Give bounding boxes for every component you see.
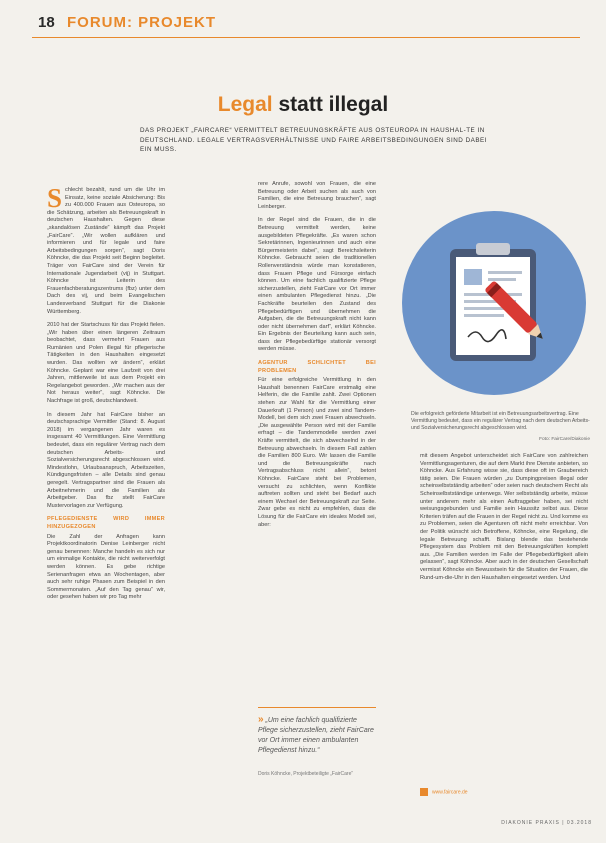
page-footer: DIAKONIE PRAXIS | 03.2018 [501,820,592,826]
article-intro: DAS PROJEKT „FAIRCARE“ VERMITTELT BETREUUNGSKRÄFTE AUS OSTEUROPA IN HAUSHAL-TE IN DEUTSCHLAND. LEGALE VERTRAGSVERHÄLTNISSE UND FAIRE ARBEITSBEDINGUNGEN SIND DABEI EIN MUSS. [140,127,487,153]
web-link[interactable] [420,788,468,798]
section-title: FORUM: PROJEKT [67,14,216,31]
paragraph: 2010 hat der Startschuss für das Projekt fielen. „Wir haben über einen längeren Zeitraum beobachtet, dass vermehrt Frauen aus Rumänien und Polen illegal für pflegerische Tätigkeiten in den Haushalten eingesetzt wurden. Das wollten wir ändern“, erklärt Köhncke. Geplant war eine Laufzeit von drei Jahren, mittlerweile ist aus dem Projekt ein Regelangebot geworden. „Wir machen aus der Not heraus weiter“, sagt Köhncke. Die Nachfrage ist groß, deutschlandweit. [47,322,165,405]
paragraph: In der Regel sind die Frauen, die in die Betreuung vermittelt werden, keine ausgebildeten Pflegekräfte. „Es waren schon Sekretärinnen, Ingenieurinnen und auch eine Bürgermeisterin dabei“, sagt Bereichsleiterin Köhncke. Gebraucht seien die traditionellen Rollenverständnis würde man konstatieren, dass Frauen Pflege und Fürsorge einfach können. Um eine fachlich qualifizierte Pflege sicherzustellen, zieht FairCare vor Ort immer einen ambulanten Pflegedienst hinzu. „Die Fachkräfte beurteilen den Zustand des Pflegebedürftigen und übernehmen die Aufgaben, die die Betreuungskraft nicht kann oder nicht übernehmen darf“, erklärt Köhncke. Ein Ergebnis der Beurteilung kann auch sein, dass der Pflegebedürftige stationär versorgt werden müsse. [258,217,376,353]
image-caption: Die erfolgreich geförderte Mitarbeit ist ein Betreuungsarbeitsvertrag. Eine Vermittlung bedeutet, dass ein regulärer Vertrag nach dem deutschen Arbeits- und Sozialversicherungsrecht abgeschlossen wird. [411,411,590,432]
clipboard-photo-icon [464,269,482,285]
pull-quote [258,715,376,756]
paragraph-text: chlecht bezahlt, rund um die Uhr im Einsatz, keine soziale Absicherung: Bis zu 400.000 Frauen aus Osteuropa, so die Schätzung, arbeiten als Betreuungskraft in deutschen Haushalten. Gegen diese „skandalösen Zustände“ kämpft das Projekt „FairCare“. „Wir wollen aufklären und informieren und für legale und faire Arbeitsbedingungen sorgen“, sagt Doris Köhncke, die das Projekt seit Beginn begleitet. Träger von FairCare sind der Verein für Internationale Jugendarbeit (vij) in Stuttgart. Köhncke ist Leiterin des Frauenfachberatungszentrums (fbz) unter dem Dach des vij, und beim Evangelischen Landesverband Stuttgart für die Diakonie Württemberg. [47,187,165,315]
link-icon [420,788,428,796]
subheading: PFLEGEDIENSTE WIRD IMMER HINZUGEZOGEN [47,516,165,530]
column-1 [47,183,165,608]
paragraph [47,183,165,316]
page-header [0,0,606,44]
subheading: AGENTUR SCHLICHTET BEI PROBLEMEN [258,360,376,374]
article-title [0,93,606,117]
header-divider [32,37,580,38]
quote-text: „Um eine fachlich qualifizierte Pflege sicherzustellen, zieht FairCare vor Ort immer einen ambulanten Pflegedienst hinzu.“ [258,717,374,754]
paragraph: Für eine erfolgreiche Vermittlung in den Haushalt benennen FairCare erstmalig eine Helferin, die die Familie zahlt. Zwei Optionen stehen zur Wahl für die Vermittlung einer Dauerkraft (1 Person) und zwei sind Tandem-Modell, bei dem sich zwei Frauen abwechseln. „Die ausgewählte Person wird mit der Familie erfragt – die Tandemmodelle werden zwei Kräfte vermittelt, die sich abwechselnd in der Betreuung abwechseln. In diesem Fall zahlen die Familien 800 Euro. Wir lassen die Familie und die Betreuungskräfte nach Vertragsabschluss nicht allein“, betont Köhncke. FairCare steht bei Problemen, versucht zu schlichten, wenn Konflikte auftreten sollten und steht bei Bedarf auch einem Wechsel der Betreuungskraft zur Seite. Zwar gebe es nicht zu empfehlen, dass die Lösung für die FairCare ein ideales Modell sei, aber: [258,377,376,528]
clipboard-pen-illustration [398,207,590,399]
title-main: statt illegal [278,93,389,116]
title-accent: Legal [217,93,273,116]
paragraph: rere Anrufe, sowohl von Frauen, die eine Betreuung oder Arbeit suchen als auch von Familien, die eine Betreuung brauchen“, sagt Leinberger. [258,181,376,210]
text-line [464,314,504,317]
photo-credit: Foto: FairCare/Diakonie [539,437,590,442]
column-2 [258,181,376,535]
text-line [488,278,516,281]
drop-cap: S [47,183,63,213]
quote-source: Doris Köhncke, Projektbeteiligte „FairCare“ [258,771,354,777]
column-3 [420,453,588,588]
paragraph: Die Zahl der Anfragen kann Projektkoordinatorin Denise Leinberger nicht genau benennen: Manche handeln es sich nur um einmalige Kontakte, die nicht weiterverfolgt werden können. Es gebe richtige Serienanfragen etwa an Wochentagen, aber auch sehr ruhige Phasen zum Beispiel in den Sommermonaten. „Auf den Tag genau“ wir, oder gesehen haben wir pro Tag mehr [47,533,165,601]
quote-divider [258,707,376,708]
clipboard-clip-icon [476,243,510,255]
link-text[interactable]: www.faircare.de [432,789,468,796]
page-number: 18 [38,14,55,31]
quote-mark-icon: » [258,714,264,725]
text-line [488,271,522,274]
paragraph: mit diesem Angebot unterscheidet sich FairCare von zahlreichen Vermittlungsagenturen, die auf dem Markt ihre Dienste anbieten, so Köhncke. Aus Erfahrung wisse sie, dass diese oft im Graubereich tätig seien. Die Frauen würden „zu Dumpingpreisen illegal oder scheinselbstständig arbeiten“ oder seien nach deutschem Recht als Scheinselbstständige unterwegs. Wer selbstständig arbeite, müsse unter anderem mehr als einen Auftraggeber haben, sei nicht weisungsgebunden und Familie sein Haussitz selbst aus. Diese Kriterien träfen auf die Frauen in der Regel nicht zu. Und komme es zu Problemen, seien die Agenturen oft nicht mehr erreichbar. Von der Politik wünscht sich Betroffene, Köhncke, eine Regelung, die legale Betreuung schafft. Bislang blende das bestehende Pflegesystem das Problem mit den Betreuungskräften komplett aus. „Die Familien werden im Falle der Pflegebedürftigkeit allein gelassen“, sagt Köhncke. Aber auch in der deutschen Gesellschaft vermisst Köhncke ein Bewusstsein für die Situation der Frauen, die Rund-um-die-Uhr in den Haushalten eingesetzt werden. Und [420,453,588,581]
paragraph: In diesem Jahr hat FairCare bisher an deutschsprachige Vermittler (Stand: 8. August 2018) im vergangenen Jahr waren es insgesamt 40 Vermittlungen. Eine Vermittlung bedeutet, dass ein regulärer Vertrag nach dem deutschen Arbeits- und Sozialversicherungsrecht abgeschlossen wird. Mindestlohn, Urlaubsanspruch, Arbeitszeiten, Kündigungsfristen – alle Details sind genau geregelt. Vertragspartner sind die Frauen als Arbeitnehmerin und die Familien als Arbeitgeber. Das fbz stellt FairCare Mustervorlagen zur Verfügung. [47,411,165,509]
